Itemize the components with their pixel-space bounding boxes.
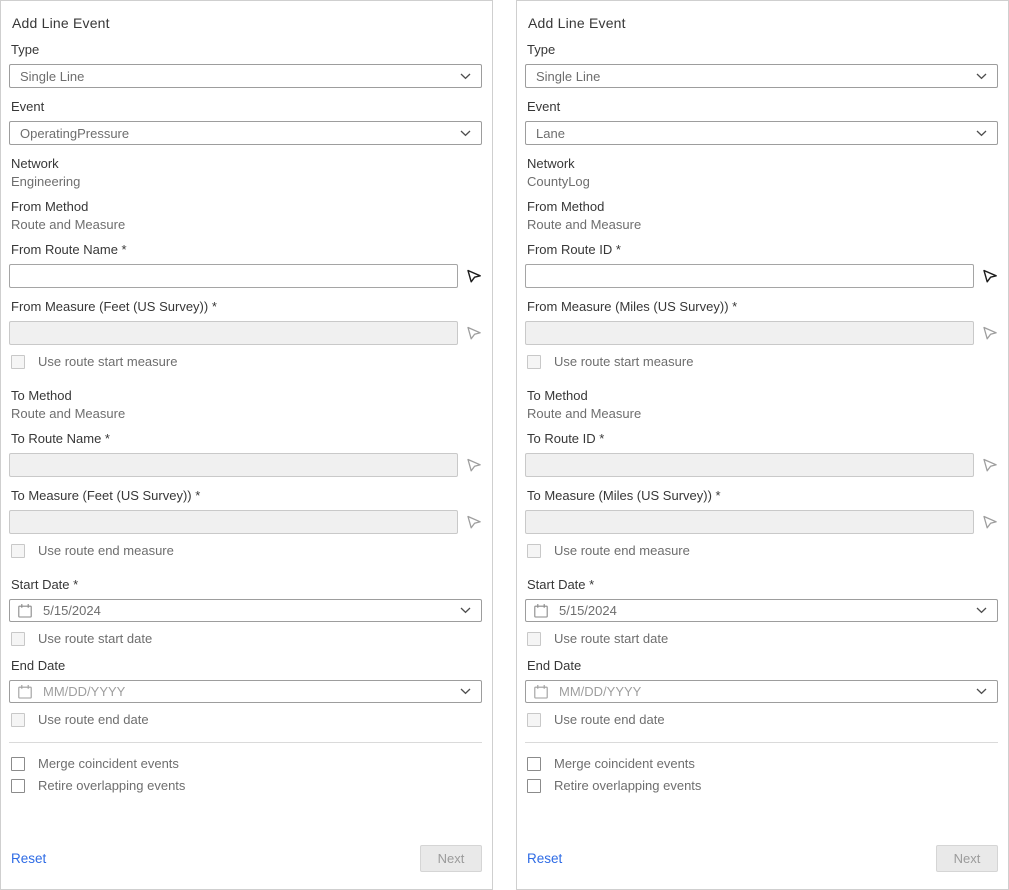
merge-coincident-events-checkbox[interactable] <box>527 756 998 772</box>
spacer <box>525 794 998 845</box>
from-route-label: From Route ID * <box>527 242 621 257</box>
reset-link[interactable]: Reset <box>527 851 563 866</box>
to-measure-input-row <box>9 510 482 534</box>
select-from-map-arrow-icon <box>974 457 998 473</box>
options-group <box>9 747 482 794</box>
next-button: Next <box>420 845 482 872</box>
retire-overlapping-events-checkbox[interactable] <box>11 778 482 794</box>
select-from-map-arrow-icon <box>974 325 998 341</box>
end-date-label: End Date <box>527 658 582 673</box>
start-date-picker[interactable] <box>9 599 482 622</box>
network-label: Network <box>527 156 575 171</box>
checkbox-label: Use route end date <box>38 712 149 727</box>
from-route-input-row <box>9 264 482 288</box>
from-route-input[interactable] <box>9 264 458 288</box>
from-measure-label: From Measure (Feet (US Survey)) * <box>11 299 217 314</box>
footer <box>525 845 998 875</box>
event-select-value: OperatingPressure <box>20 125 130 141</box>
chevron-down-icon <box>976 73 987 80</box>
checkbox <box>527 713 541 727</box>
chevron-down-icon <box>976 607 987 614</box>
from-method-value: Route and Measure <box>11 217 126 232</box>
checkbox <box>527 632 541 646</box>
to-route-label: To Route Name * <box>11 431 110 446</box>
reset-link[interactable]: Reset <box>11 851 47 866</box>
to-measure-input <box>9 510 458 534</box>
to-route-input-row <box>525 453 998 477</box>
from-route-input[interactable] <box>525 264 974 288</box>
end-date-picker[interactable] <box>9 680 482 703</box>
to-measure-input-row <box>525 510 998 534</box>
retire-overlapping-events-checkbox[interactable] <box>527 778 998 794</box>
to-method-label: To Method <box>527 388 588 403</box>
to-route-input-row <box>9 453 482 477</box>
start-date-picker[interactable] <box>525 599 998 622</box>
divider <box>9 742 482 743</box>
to-method-value: Route and Measure <box>527 406 642 421</box>
from-route-label: From Route Name * <box>11 242 127 257</box>
use-route-start-date-checkbox <box>527 631 998 647</box>
checkbox <box>11 757 25 771</box>
end-date-placeholder: MM/DD/YYYY <box>43 684 126 699</box>
footer <box>9 845 482 875</box>
page-title: Add Line Event <box>12 15 110 31</box>
to-measure-input <box>525 510 974 534</box>
start-date-value: 5/15/2024 <box>559 603 617 618</box>
network-value: Engineering <box>11 174 81 189</box>
type-select[interactable] <box>525 64 998 88</box>
checkbox-label: Use route start date <box>38 631 153 646</box>
checkbox <box>11 355 25 369</box>
from-method-label: From Method <box>11 199 89 214</box>
merge-coincident-events-checkbox[interactable] <box>11 756 482 772</box>
checkbox-label: Use route start measure <box>38 354 178 369</box>
chevron-down-icon <box>460 73 471 80</box>
select-from-map-arrow-icon <box>974 514 998 530</box>
checkbox <box>11 713 25 727</box>
type-label: Type <box>11 42 40 57</box>
use-route-start-measure-checkbox <box>11 354 482 370</box>
from-measure-input <box>9 321 458 345</box>
add-line-event-panel-left <box>0 0 493 890</box>
use-route-end-measure-checkbox <box>527 543 998 559</box>
start-date-value: 5/15/2024 <box>43 603 101 618</box>
select-from-map-arrow-icon <box>458 325 482 341</box>
checkbox <box>527 355 541 369</box>
end-date-label: End Date <box>11 658 66 673</box>
next-button: Next <box>936 845 998 872</box>
checkbox-label: Retire overlapping events <box>554 778 702 793</box>
start-date-label: Start Date * <box>11 577 79 592</box>
to-measure-label: To Measure (Feet (US Survey)) * <box>11 488 201 503</box>
chevron-down-icon <box>460 688 471 695</box>
checkbox <box>527 757 541 771</box>
to-measure-label: To Measure (Miles (US Survey)) * <box>527 488 721 503</box>
event-select[interactable] <box>525 121 998 145</box>
use-route-end-date-checkbox <box>11 712 482 728</box>
network-value: CountyLog <box>527 174 590 189</box>
from-measure-input-row <box>525 321 998 345</box>
from-measure-input <box>525 321 974 345</box>
event-label: Event <box>527 99 561 114</box>
to-route-label: To Route ID * <box>527 431 605 446</box>
to-route-input <box>525 453 974 477</box>
type-select-value: Single Line <box>20 68 85 84</box>
divider <box>525 742 998 743</box>
select-from-map-arrow-icon <box>458 457 482 473</box>
chevron-down-icon <box>976 688 987 695</box>
to-method-label: To Method <box>11 388 72 403</box>
checkbox <box>527 779 541 793</box>
select-from-map-arrow-icon[interactable] <box>974 268 998 284</box>
event-select[interactable] <box>9 121 482 145</box>
checkbox-label: Use route end measure <box>38 543 174 558</box>
checkbox-label: Retire overlapping events <box>38 778 186 793</box>
network-label: Network <box>11 156 59 171</box>
use-route-end-date-checkbox <box>527 712 998 728</box>
calendar-icon <box>17 603 33 619</box>
to-route-input <box>9 453 458 477</box>
select-from-map-arrow-icon[interactable] <box>458 268 482 284</box>
from-method-label: From Method <box>527 199 605 214</box>
checkbox <box>11 544 25 558</box>
checkbox-label: Use route start date <box>554 631 669 646</box>
checkbox <box>527 544 541 558</box>
use-route-start-measure-checkbox <box>527 354 998 370</box>
checkbox-label: Use route start measure <box>554 354 694 369</box>
end-date-picker[interactable] <box>525 680 998 703</box>
start-date-label: Start Date * <box>527 577 595 592</box>
calendar-icon <box>17 684 33 700</box>
use-route-end-measure-checkbox <box>11 543 482 559</box>
chevron-down-icon <box>460 607 471 614</box>
chevron-down-icon <box>460 130 471 137</box>
checkbox-label: Use route end date <box>554 712 665 727</box>
checkbox-label: Merge coincident events <box>38 756 179 771</box>
event-label: Event <box>11 99 45 114</box>
checkbox <box>11 779 25 793</box>
use-route-start-date-checkbox <box>11 631 482 647</box>
event-select-value: Lane <box>536 125 565 141</box>
end-date-placeholder: MM/DD/YYYY <box>559 684 642 699</box>
to-method-value: Route and Measure <box>11 406 126 421</box>
from-method-value: Route and Measure <box>527 217 642 232</box>
calendar-icon <box>533 603 549 619</box>
add-line-event-panel-right <box>516 0 1009 890</box>
from-measure-label: From Measure (Miles (US Survey)) * <box>527 299 738 314</box>
type-select-value: Single Line <box>536 68 601 84</box>
chevron-down-icon <box>976 130 987 137</box>
checkbox <box>11 632 25 646</box>
type-label: Type <box>527 42 556 57</box>
checkbox-label: Use route end measure <box>554 543 690 558</box>
calendar-icon <box>533 684 549 700</box>
checkbox-label: Merge coincident events <box>554 756 695 771</box>
type-select[interactable] <box>9 64 482 88</box>
page-title: Add Line Event <box>528 15 626 31</box>
spacer <box>9 794 482 845</box>
from-route-input-row <box>525 264 998 288</box>
select-from-map-arrow-icon <box>458 514 482 530</box>
from-measure-input-row <box>9 321 482 345</box>
options-group <box>525 747 998 794</box>
